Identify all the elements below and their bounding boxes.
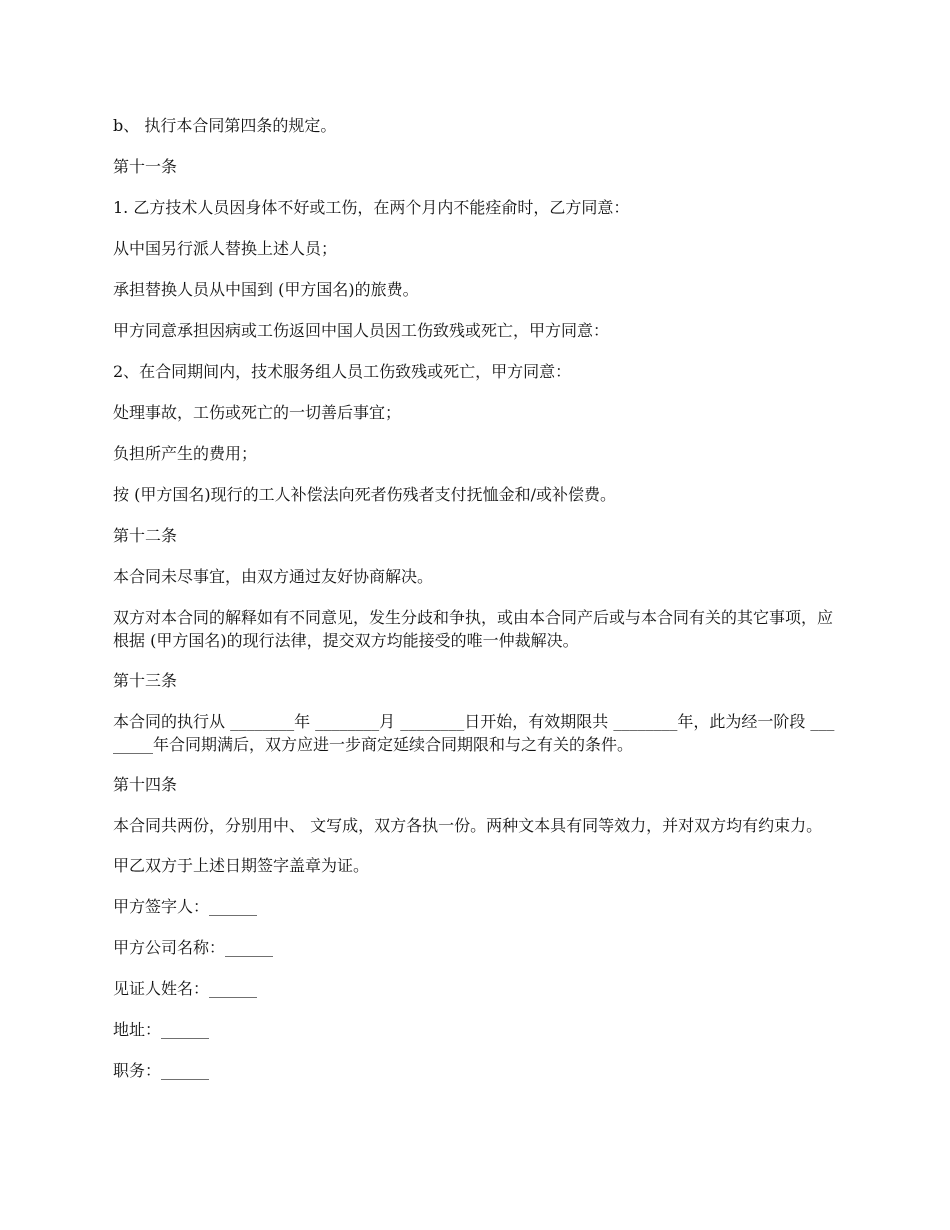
paragraph-bear-costs: 负担所产生的费用； [113,444,258,463]
paragraph-replacement: 从中国另行派人替换上述人员； [113,239,338,258]
paragraph-arbitration: 双方对本合同的解释如有不同意见，发生分歧和争执，或由本合同产后或与本合同有关的其它事项，应根据 (甲方国名)的现行法律，提交双方均能接受的唯一仲裁解决。 [113,608,834,650]
document-body [113,114,841,1100]
paragraph-contract-term: 本合同的执行从 ________年 ________月 ________日开始，有效期限共 ________年，此为经一阶段 ________年合同期满后，双方应进一步商定延续合同期限和与之有关的条件。 [113,712,835,754]
paragraph-handle-accident: 处理事故，工伤或死亡的一切善后事宜； [113,403,402,422]
field-position: 职务：______ [113,1061,210,1080]
heading-article-13: 第十三条 [113,671,178,690]
field-party-a-company: 甲方公司名称：______ [113,938,274,957]
paragraph-party-a-agrees: 甲方同意承担因病或工伤返回中国人员因工伤致残或死亡，甲方同意： [113,321,610,340]
field-address: 地址：______ [113,1020,210,1039]
paragraph-compensation: 按 (甲方国名)现行的工人补偿法向死者伤残者支付抚恤金和/或补偿费。 [113,485,616,504]
paragraph-article-11-item-2: 2、在合同期间内，技术服务组人员工伤致残或死亡，甲方同意： [113,362,572,381]
heading-article-12: 第十二条 [113,526,178,545]
paragraph-copies: 本合同共两份，分别用中、 文写成，双方各执一份。两种文本具有同等效力，并对双方均有约束力。 [113,816,823,835]
paragraph-travel-cost: 承担替换人员从中国到 (甲方国名)的旅费。 [113,280,419,299]
field-witness-name: 见证人姓名：______ [113,979,258,998]
paragraph-clause-b: b、 执行本合同第四条的规定。 [113,116,337,135]
field-party-a-signatory: 甲方签字人：______ [113,897,258,916]
heading-article-11: 第十一条 [113,157,178,176]
paragraph-article-11-item-1: 1. 乙方技术人员因身体不好或工伤，在两个月内不能痊俞时，乙方同意： [113,198,630,217]
paragraph-signature-statement: 甲乙双方于上述日期签字盖章为证。 [113,856,370,875]
heading-article-14: 第十四条 [113,775,178,794]
paragraph-friendly-negotiation: 本合同未尽事宜，由双方通过友好协商解决。 [113,567,434,586]
